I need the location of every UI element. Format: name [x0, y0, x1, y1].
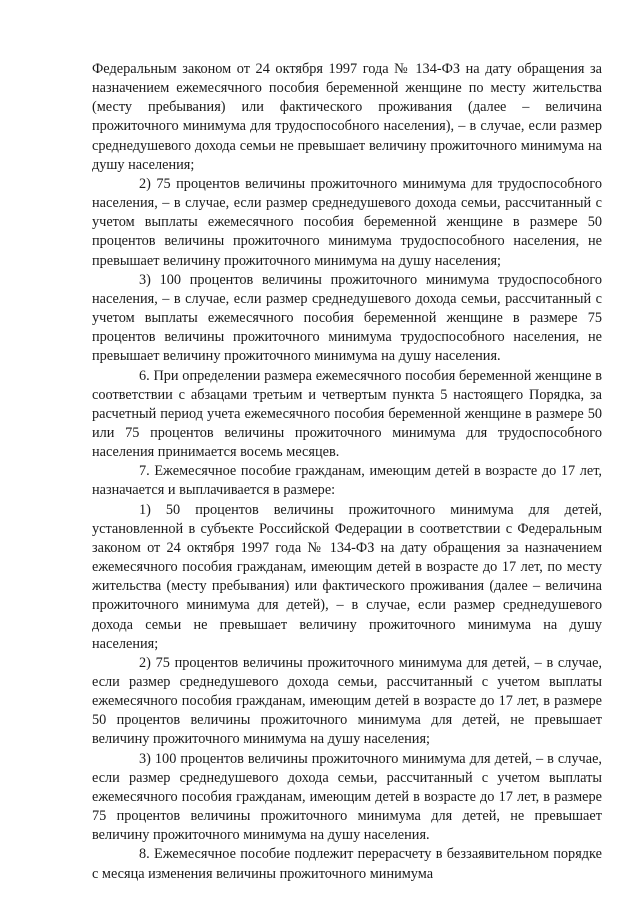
paragraph-4: 6. При определении размера ежемесячного пособия беременной женщине в соответствии с абзацами третьим и четвертым пункта 5 настоящего Порядка, за расчетный период учета ежемесячного пособия беременной женщине в размере 50 или 75 процентов величины прожиточного минимума для трудоспособного населения принимается восемь месяцев.	[92, 367, 602, 461]
paragraph-2: 2) 75 процентов величины прожиточного минимума для трудоспособного населения, – в случае, если размер среднедушевого дохода семьи, рассчитанный с учетом выплаты ежемесячного пособия беременной женщине в размере 50 процентов величины прожиточного минимума трудоспособного населения, не превышает величину прожиточного минимума на душу населения;	[92, 175, 602, 269]
paragraph-3: 3) 100 процентов величины прожиточного минимума трудоспособного населения, – в случае, если размер среднедушевого дохода семьи, рассчитанный с учетом выплаты ежемесячного пособия беременной женщине в размере 75 процентов величины прожиточного минимума трудоспособного населения, не превышает величину прожиточного минимума на душу населения.	[92, 271, 602, 365]
paragraph-6: 1) 50 процентов величины прожиточного минимума для детей, установленной в субъекте Российской Федерации в соответствии с Федеральным законом от 24 октября 1997 года № 134-ФЗ на дату обращения за назначением ежемесячного пособия гражданам, имеющим детей в возрасте до 17 лет, по месту жительства (месту пребывания) или фактического проживания (далее – величина прожиточного минимума для детей), – в случае, если размер среднедушевого дохода семьи не превышает величину прожиточного минимума на душу населения;	[92, 501, 602, 652]
paragraph-9: 8. Ежемесячное пособие подлежит перерасчету в беззаявительном порядке с месяца изменения величины прожиточного минимума	[92, 846, 602, 882]
paragraph-8: 3) 100 процентов величины прожиточного минимума для детей, – в случае, если размер среднедушевого дохода семьи, рассчитанный с учетом выплаты ежемесячного пособия гражданам, имеющим детей в возрасте до 17 лет, в размере 75 процентов величины прожиточного минимума для детей, не превышает величину прожиточного минимума на душу населения.	[92, 750, 602, 844]
paragraph-1: Федеральным законом от 24 октября 1997 года № 134-ФЗ на дату обращения за назначением ежемесячного пособия беременной женщине по месту жительства (месту пребывания) или фактического проживания (далее – величина прожиточного минимума для трудоспособного населения), – в случае, если размер среднедушевого дохода семьи не превышает величину прожиточного минимума на душу населения;	[92, 61, 602, 173]
paragraph-5: 7. Ежемесячное пособие гражданам, имеющим детей в возрасте до 17 лет, назначается и выплачивается в размере:	[92, 463, 602, 499]
document-page	[92, 60, 602, 884]
paragraph-7: 2) 75 процентов величины прожиточного минимума для детей, – в случае, если размер среднедушевого дохода семьи, рассчитанный с учетом выплаты ежемесячного пособия гражданам, имеющим детей в возрасте до 17 лет, в размере 50 процентов величины прожиточного минимума для детей, не превышает величину прожиточного минимума на душу населения;	[92, 654, 602, 748]
